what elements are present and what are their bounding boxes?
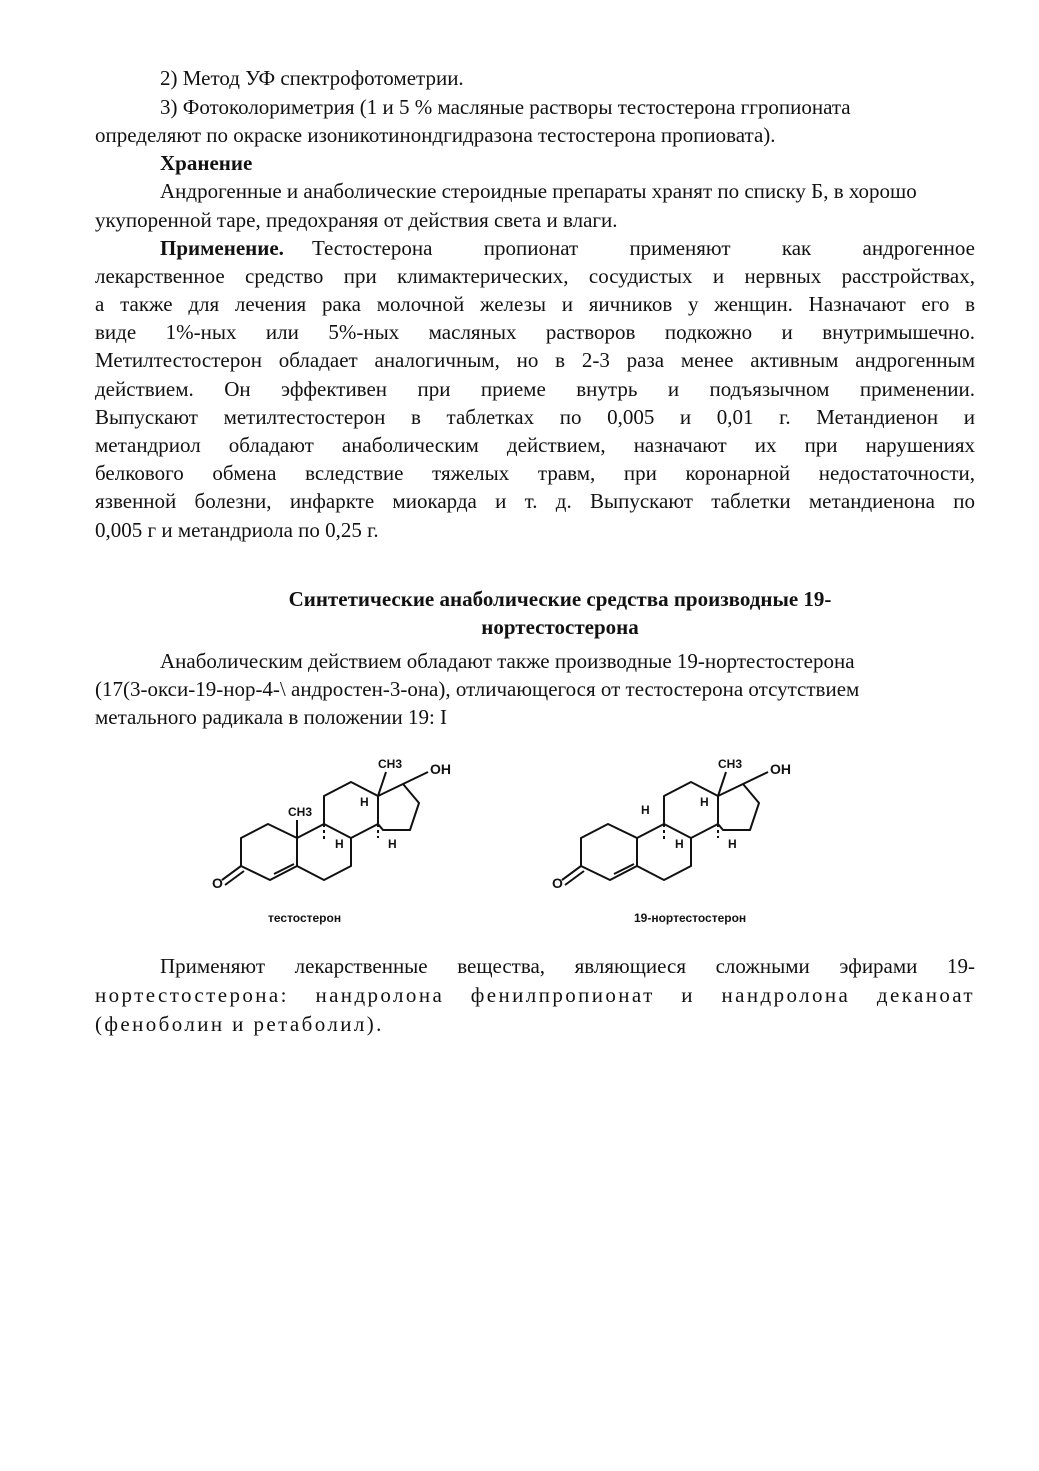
methyl-label: CH3: [718, 757, 743, 771]
oxygen-label: O: [212, 875, 223, 891]
text-line: 0,005 г и метандриола по 0,25 г.: [95, 518, 379, 542]
hydrogen-label: H: [700, 795, 709, 809]
text-line: Выпускают метилтестостерон в таблетках по 0,005 и 0,01 г. Метандиенон и: [95, 405, 975, 429]
text-line: язвенной болезни, инфаркте миокарда и т. д. Выпускают таблетки метандиенона по: [95, 489, 975, 513]
text-line: лекарственное средство при климактерических, сосудистых и нервных расстройствах,: [95, 264, 975, 288]
text-line: нортестостерона: нандролона фенилпропионат и нандролона деканоат: [95, 983, 975, 1007]
text-line: 2) Метод УФ спектрофотометрии.: [160, 66, 464, 90]
hydrogen-label: H: [335, 837, 344, 851]
text-line: 3) Фотоколориметрия (1 и 5 % масляные растворы тестостерона ггропионата: [160, 95, 851, 119]
methyl-label: CH3: [288, 805, 313, 819]
oxygen-label: O: [552, 875, 563, 891]
oh-label: OH: [430, 761, 451, 777]
text-line: а также для лечения рака молочной железы и яичников у женщин. Назначают его в: [95, 292, 975, 316]
oh-label: OH: [770, 761, 791, 777]
text-line: Применяют лекарственные вещества, являющиеся сложными эфирами 19-: [160, 954, 975, 978]
text-line: укупоренной таре, предохраняя от действия света и влаги.: [95, 208, 618, 232]
section-title: Синтетические анаболические средства производные 19-: [288, 587, 832, 611]
methyl-label: CH3: [378, 757, 403, 771]
text-line: виде 1%-ных или 5%-ных масляных растворов подкожно и внутримышечно.: [95, 320, 975, 344]
hydrogen-label: H: [675, 837, 684, 851]
text-line: метального радикала в положении 19: I: [95, 705, 448, 729]
text-line: определяют по окраске изоникотинондгидразона тестостерона пропиовата).: [95, 123, 776, 147]
testosterone-structure: [200, 740, 520, 900]
testosterone-caption: тестостерон: [268, 911, 342, 925]
text-line: Анаболическим действием обладают также производные 19-нортестостерона: [160, 649, 855, 673]
text-line: (17(3-окси-19-нор-4-\ андростен-3-она), отличающегося от тестостерона отсутствием: [95, 677, 860, 701]
text-line: (феноболин и ретаболил).: [95, 1012, 384, 1036]
hydrogen-label: H: [388, 837, 397, 851]
section-title: нортестостерона: [481, 615, 639, 639]
text-line: метандриол обладают анаболическим действием, назначают их при нарушениях: [95, 433, 975, 457]
text-line: действием. Он эффективен при приеме внутрь и подъязычном применении.: [95, 377, 975, 401]
storage-heading: Хранение: [160, 151, 253, 175]
text-line: Андрогенные и анаболические стероидные препараты хранят по списку Б, в хорошо: [160, 179, 917, 203]
hydrogen-label: H: [728, 837, 737, 851]
hydrogen-label: H: [641, 803, 650, 817]
text-line: Метилтестостерон обладает аналогичным, но в 2-3 раза менее активным андрогенным: [95, 348, 975, 372]
nortestosterone-caption: 19-нортестостерон: [634, 911, 747, 925]
text-line: Тестостерона пропионат применяют как андрогенное: [311, 236, 975, 260]
use-paragraph-first-line: [160, 234, 975, 262]
hydrogen-label: H: [360, 795, 369, 809]
nortestosterone-structure: [540, 740, 860, 900]
use-heading: Применение.: [160, 236, 284, 260]
text-line: белкового обмена вследствие тяжелых травм, при коронарной недостаточности,: [95, 461, 975, 485]
